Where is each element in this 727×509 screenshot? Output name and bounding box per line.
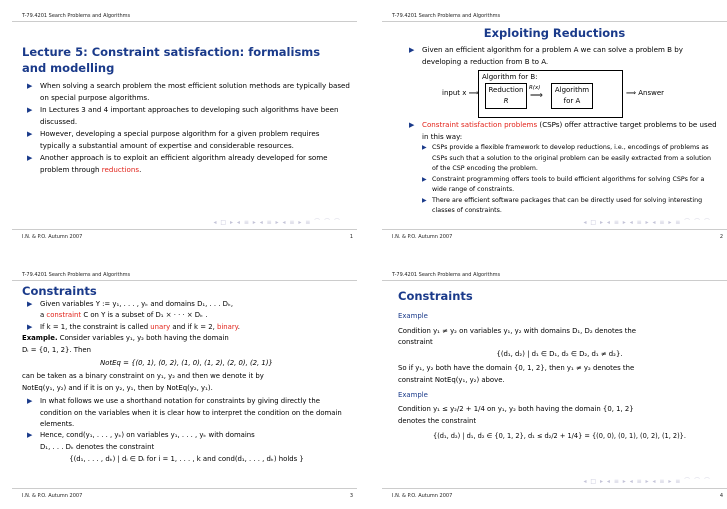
slide-3	[12, 269, 357, 501]
slide-header: T-79.4201 Search Problems and Algorithms	[382, 10, 727, 22]
slide-body	[398, 311, 721, 443]
bullet: ▶ In what follows we use a shorthand notation for constraints by giving directly the condition on the variables when it is clear how to interpret the condition on the domain elements.	[27, 397, 342, 429]
answer-label: ⟹ Answer	[626, 89, 665, 97]
arrow-icon: ⟹	[530, 91, 543, 101]
slide-4	[382, 269, 727, 501]
input-label: input x ⟹	[442, 89, 479, 97]
bullet-triangle-icon: ▶	[27, 322, 33, 331]
sub-bullet-icon: ▶	[422, 144, 427, 151]
reduction-box: Reduction R	[485, 83, 527, 109]
example-paragraph: Example. Consider variables y₁, y₂ both having the domain Dᵢ = {0, 1, 2}. Then	[22, 334, 229, 354]
slide-body	[22, 299, 351, 466]
constraint-formula: {(d₁, d₂) | d₁, d₂ ∈ {0, 1, 2}, d₁ ≤ d₂/2 + 1/4} = {(0, 0), (0, 1), (0, 2), (1, 2)}.	[433, 432, 686, 441]
bullet: ▶ Hence, cond(y₁, . . . , yₖ) on variables y₁, . . . , yₖ with domains D₁, . . . Dₖ denotes the constraint	[27, 431, 255, 451]
sub-bullet-icon: ▶	[422, 175, 427, 183]
sub-bullet: ▶ There are efficient software packages that can be directly used for solving interesting classes of constraints.	[422, 196, 703, 214]
algorithm-box: Algorithm for A	[551, 83, 593, 109]
cond-formula: {(d₁, . . . , dₖ) | dᵢ ∈ Dᵢ for i = 1, . . . , k and cond(d₁, . . . , dₖ) holds }	[69, 455, 304, 464]
slide-2	[382, 10, 727, 242]
slide-title: Exploiting Reductions	[483, 26, 626, 40]
reduction-diagram	[478, 70, 623, 118]
slide-header: T-79.4201 Search Problems and Algorithms	[382, 269, 727, 281]
example-text: Condition y₁ ≤ y₂/2 + 1/4 on y₁, y₂ both having the domain {0, 1, 2} denotes the constraint	[398, 405, 634, 425]
bullet: ▶ Given an efficient algorithm for a problem A we can solve a problem B by developing a reduction from B to A.	[409, 45, 683, 66]
slide-1	[12, 10, 357, 242]
bullet: ▶ Constraint satisfaction problems (CSPs) offer attractive target problems to be used in this way:	[409, 120, 717, 141]
bullet-triangle-icon: ▶	[409, 46, 415, 54]
sub-bullet: ▶ CSPs provide a flexible framework to develop reductions, i.e., encodings of problems as CSPs such that a solution to the original problem can be easily extracted from a solution of the CSP encoding the problem.	[422, 144, 712, 172]
slide-header: T-79.4201 Search Problems and Algorithms	[12, 269, 357, 281]
page-number: 4	[719, 493, 723, 499]
bullet-triangle-icon: ▶	[27, 431, 33, 440]
bullet-triangle-icon: ▶	[27, 106, 33, 114]
slide-footer: I.N. & P.O. Autumn 2007 2	[382, 229, 727, 242]
page-number: 2	[719, 234, 723, 240]
page-number: 1	[349, 234, 353, 240]
beamer-nav-icons[interactable]: ◂ □ ▸ ◂ ≡ ▸ ◂ ≡ ▸ ◂ ≡ ▸ ≡ ⌒ ⌒ ⌒	[213, 219, 341, 226]
slide-footer: I.N. & P.O. Autumn 2007 3	[12, 488, 357, 501]
bullet-triangle-icon: ▶	[27, 397, 33, 406]
bullet: ▶ When solving a search problem the most efficient solution methods are typically based on special purpose algorithms.	[27, 81, 350, 102]
bullet: ▶ Given variables Y := y₁, . . . , yₖ and domains D₁, . . . Dₖ, a constraint C on Y is a subset of D₁ × · · · × Dₖ .	[27, 300, 234, 320]
binary-paragraph: can be taken as a binary constraint on y₁, y₂ and then we denote it by NotEq(y₁, y₂) and if it is on y₂, y₁, then by NotEq(y₂, y₁).	[22, 372, 264, 392]
sub-bullet: ▶ Constraint programming offers tools to build efficient algorithms for solving CSPs for a wide range of constraints.	[422, 175, 705, 193]
beamer-nav-icons[interactable]: ◂ □ ▸ ◂ ≡ ▸ ◂ ≡ ▸ ◂ ≡ ▸ ≡ ⌒ ⌒ ⌒	[583, 219, 711, 226]
bullet: ▶ In Lectures 3 and 4 important approaches to developing such algorithms have been discussed.	[27, 105, 339, 126]
bullet-triangle-icon: ▶	[27, 154, 33, 162]
example-heading: Example	[398, 312, 428, 320]
slide-body	[404, 44, 717, 68]
slide-body	[22, 80, 351, 176]
constraint-formula: {(d₁, d₂) | d₁ ∈ D₁, d₂ ∈ D₂, d₁ ≠ d₂}.	[496, 349, 623, 358]
sub-bullet-icon: ▶	[422, 196, 427, 204]
slide-footer: I.N. & P.O. Autumn 2007 4	[382, 488, 727, 501]
noteq-formula: NotEq = {(0, 1), (0, 2), (1, 0), (1, 2), (2, 0), (2, 1)}	[100, 359, 273, 368]
example-text: Condition y₁ ≠ y₂ on variables y₁, y₂ with domains D₁, D₂ denotes the constraint	[398, 326, 637, 347]
slide-title: Constraints	[22, 284, 97, 298]
beamer-nav-icons[interactable]: ◂ □ ▸ ◂ ≡ ▸ ◂ ≡ ▸ ◂ ≡ ▸ ≡ ⌒ ⌒ ⌒	[583, 478, 711, 485]
slide-footer: I.N. & P.O. Autumn 2007 1	[12, 229, 357, 242]
bullet: ▶ If k = 1, the constraint is called unary and if k = 2, binary.	[22, 322, 351, 333]
bullet-triangle-icon: ▶	[27, 300, 33, 308]
page-number: 3	[349, 493, 353, 499]
slide-title: Lecture 5: Constraint satisfaction: formalisms and modelling	[22, 45, 321, 75]
example-text: So if y₁, y₂ both have the domain {0, 1, 2}, then y₁ ≠ y₂ denotes the constraint NotEq(y₁, y₂) above.	[398, 364, 635, 384]
bullet: ▶ Another approach is to exploit an efficient algorithm already developed for some problem through reductions.	[27, 153, 328, 174]
diagram-title: Algorithm for B:	[482, 73, 538, 81]
slide-title: Constraints	[398, 289, 473, 303]
rx-label: R(x)	[529, 85, 541, 91]
slide-body-2	[404, 119, 717, 217]
example-heading: Example	[398, 390, 428, 399]
bullet-triangle-icon: ▶	[27, 130, 33, 138]
bullet: ▶ However, developing a special purpose algorithm for a given problem requires typically a substantial amount of expertise and considerable resources.	[27, 129, 320, 150]
slide-header: T-79.4201 Search Problems and Algorithms	[12, 10, 357, 22]
bullet-triangle-icon: ▶	[27, 82, 33, 90]
bullet-triangle-icon: ▶	[409, 121, 415, 129]
